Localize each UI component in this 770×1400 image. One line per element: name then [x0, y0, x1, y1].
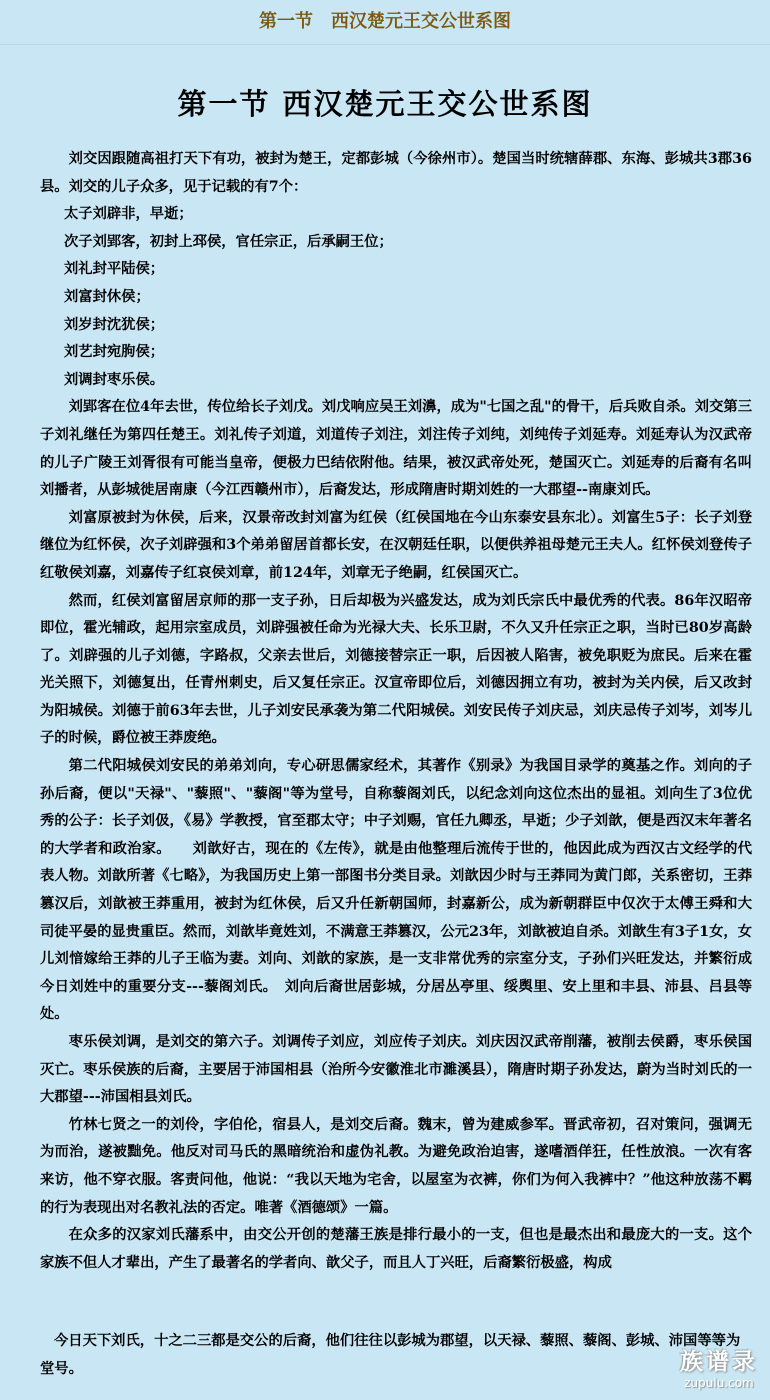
son-list-item: 刘礼封平陆侯；	[64, 261, 165, 278]
paragraph: 第二代阳城侯刘安民的弟弟刘向，专心研思儒家经术，其著作《别录》为我国目录学的奠基之作。刘向的子孙后裔，便以"天禄"、"藜照"、"藜阁"等为堂号，自称藜阁刘氏，以纪念刘向这位杰出的显祖。刘向生了3位优秀的公子：长子刘伋，《易》学教授，官至郡太守；中子刘赐，官任九卿丞，早逝；少子刘歆，便是西汉末年著名的大学者和政治家。 刘歆好古，现在的《左传》，就是由他整理后流传于世的，他因此成为西汉古文经学的代表人物。刘歆所著《七略》，为我国历史上第一部图书分类目录。刘歆因少时与王莽同为黄门郎，关系密切，王莽篡汉后，刘歆被王莽重用，被封为红休侯，后又升任新朝国师，封嘉新公，成为新朝群臣中仅次于太傅王舜和大司徒平晏的显贵重臣。然而，刘歆毕竟姓刘，不满意王莽篡汉，公元23年，刘歆被迫自杀。刘歆生有3子1女，女儿刘愔嫁给王莽的儿子王临为妻。刘向、刘歆的家族，是一支非常优秀的宗室分支，子孙们兴旺发达，并繁衍成今日刘姓中的重要分支---藜阁刘氏。 刘向后裔世居彭城，分居丛亭里、绥舆里、安上里和丰县、沛县、吕县等处。	[40, 758, 752, 1023]
paragraph: 然而，红侯刘富留居京师的那一支子孙，日后却极为兴盛发达，成为刘氏宗氏中最优秀的代表。86年汉昭帝即位，霍光辅政，起用宗室成员，刘辟强被任命为光禄大夫、长乐卫尉，不久又升任宗正之职，当时已80岁高龄了。刘辟强的儿子刘德，字路叔，父亲去世后，刘德接替宗正一职，后因被人陷害，被免职贬为庶民。后来在霍光关照下，刘德复出，任青州刺史，后又复任宗正。汉宣帝即位后，刘德因拥立有功，被封为关内侯，后又改封为阳城侯。刘德于前63年去世，儿子刘安民承袭为第二代阳城侯。刘安民传子刘庆忌，刘庆忌传子刘岑，刘岑儿子的时候，爵位被王莽废绝。	[40, 592, 752, 747]
page-title: 第一节 西汉楚元王交公世系图	[177, 87, 593, 121]
watermark-logo-text: 族谱录	[680, 1348, 758, 1375]
header-title: 第一节 西汉楚元王交公世系图	[259, 11, 511, 32]
son-list-item: 刘艺封宛朐侯；	[64, 344, 165, 361]
paragraph: 在众多的汉家刘氏藩系中，由交公开创的楚藩王族是排行最小的一支，但也是最杰出和最庞大的一支。这个家族不但人才辈出，产生了最著名的学者向、歆父子，而且人丁兴旺，后裔繁衍极盛，构成	[40, 1227, 752, 1271]
paragraph-intro: 刘交因跟随高祖打天下有功，被封为楚王，定都彭城（今徐州市）。楚国当时统辖薛郡、东海、彭城共3郡36县。刘交的儿子众多，见于记载的有7个：	[40, 151, 752, 195]
paragraph: 竹林七贤之一的刘伶，字伯伦，宿县人，是刘交后裔。魏末，曾为建威参军。晋武帝初，召对策问，强调无为而治，遂被黜免。他反对司马氏的黑暗统治和虚伪礼教。为避免政治迫害，遂嗜酒佯狂，任性放浪。一次有客来访，他不穿衣服。客责问他，他说：“我以天地为宅舍，以屋室为衣裤，你们为何入我裤中？”他这种放荡不羁的行为表现出对名教礼法的否定。唯著《酒德颂》一篇。	[40, 1116, 752, 1216]
watermark-url: zupulu.com	[684, 1376, 754, 1390]
son-list-item: 次子刘郢客，初封上邳侯，官任宗正，后承嗣王位；	[64, 233, 393, 250]
son-list-item: 刘调封枣乐侯。	[64, 371, 165, 388]
son-list-item: 刘岁封沈犹侯；	[64, 316, 165, 333]
paragraph-closing: 今日天下刘氏，十之二三都是交公的后裔，他们往往以彭城为郡望，以天禄、藜照、藜阁、彭城、沛国等等为堂号。	[40, 1333, 741, 1377]
site-watermark	[674, 1348, 764, 1396]
header-bar	[0, 0, 770, 45]
article-body	[40, 146, 752, 1277]
son-list-item: 刘富封休侯；	[64, 288, 150, 305]
son-list-item: 太子刘辟非，早逝；	[64, 206, 193, 223]
paragraph: 枣乐侯刘调，是刘交的第六子。刘调传子刘应，刘应传子刘庆。刘庆因汉武帝削藩，被削去侯爵，枣乐侯国灭亡。枣乐侯族的后裔，主要居于沛国相县（治所今安徽淮北市濉溪县），隋唐时期子孙发达，蔚为当时刘氏的一大郡望---沛国相县刘氏。	[40, 1034, 752, 1106]
paragraph: 刘富原被封为休侯，后来，汉景帝改封刘富为红侯（红侯国地在今山东泰安县东北）。刘富生5子：长子刘登继位为红怀侯，次子刘辟强和3个弟弟留居首都长安，在汉朝廷任职，以便供养祖母楚元王夫人。红怀侯刘登传子红敬侯刘嘉，刘嘉传子红哀侯刘章，前124年，刘章无子绝嗣，红侯国灭亡。	[40, 509, 752, 581]
paragraph: 刘郢客在位4年去世，传位给长子刘戊。刘戊响应吴王刘濞，成为"七国之乱"的骨干，后兵败自杀。刘交第三子刘礼继任为第四任楚王。刘礼传子刘道，刘道传子刘注，刘注传子刘纯，刘纯传子刘延寿。刘延寿认为汉武帝的儿子广陵王刘胥很有可能当皇帝，便极力巴结依附他。结果，被汉武帝处死，楚国灭亡。刘延寿的后裔有名叫刘播者，从彭城徙居南康（今江西赣州市），后裔发达，形成隋唐时期刘姓的一大郡望--南康刘氏。	[40, 399, 752, 499]
